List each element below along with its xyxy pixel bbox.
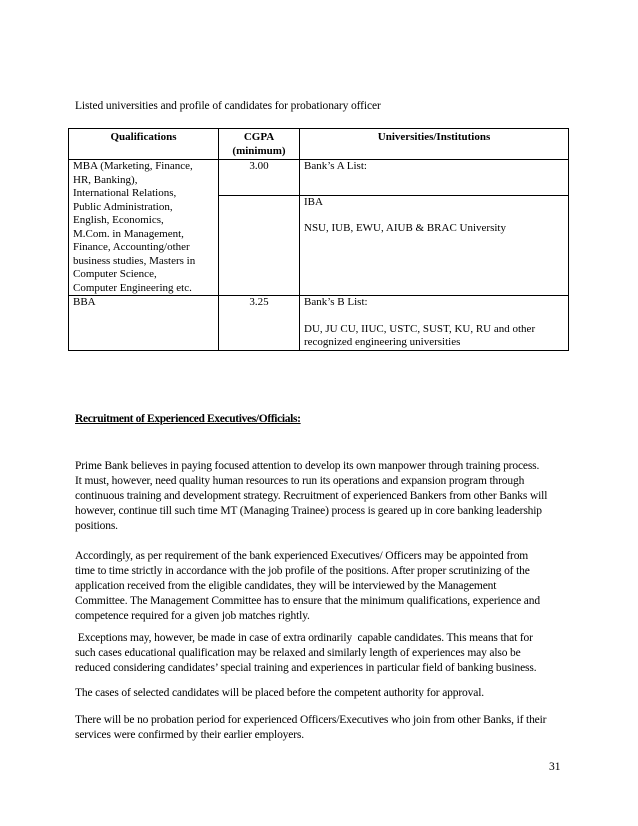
qualification-line: MBA (Marketing, Finance,: [73, 160, 193, 172]
paragraph: [75, 686, 575, 701]
header-universities: [300, 129, 569, 160]
paragraph-line: Accordingly, as per requirement of the bank experienced Executives/ Officers may be appointed from: [75, 550, 529, 562]
qualification-line: HR, Banking),: [73, 173, 138, 186]
qualification-line: English, Economics,: [73, 214, 164, 226]
qualification-cell: [69, 160, 219, 296]
institutions-cell: [300, 195, 569, 295]
paragraph: [75, 631, 575, 676]
qualification-line: Finance, Accounting/other: [73, 241, 190, 253]
paragraph-line: application received from the eligible candidates, they will be interviewed by the Management: [75, 580, 497, 592]
header-cgpa-label: CGPA: [243, 131, 275, 143]
cgpa-cell: 3.00: [219, 160, 300, 196]
qualification-line: Public Administration,: [73, 200, 173, 213]
table-row: [69, 296, 569, 351]
institutions-line: DU, JU CU, IIUC, USTC, SUST, KU, RU and other: [304, 322, 536, 335]
qualification-cell: BBA: [69, 296, 219, 351]
paragraph-line: Exceptions may, however, be made in case of extra ordinarily capable candidates. This means that for: [75, 632, 533, 644]
table-header-row: [69, 129, 569, 160]
cgpa-empty-cell: [219, 195, 300, 295]
qualifications-table: [68, 128, 569, 351]
paragraph-line: There will be no probation period for experienced Officers/Executives who join from other Banks, if their: [75, 714, 547, 726]
header-cgpa-sublabel: (minimum): [232, 144, 286, 157]
paragraph-line: time to time strictly in accordance with the job profile of the positions. After proper scrutinizing of the: [75, 565, 530, 577]
table-row: [69, 160, 569, 196]
paragraph: [75, 549, 575, 624]
page-number: 31: [549, 761, 561, 773]
paragraph-line: Committee. The Management Committee has to ensure that the minimum qualifications, experience and: [75, 595, 540, 607]
header-universities-label: Universities/Institutions: [377, 131, 491, 143]
list-label: Bank’s B List:: [304, 296, 368, 308]
header-cgpa: [219, 129, 300, 160]
institutions-cell: [300, 296, 569, 351]
list-label-cell: Bank’s A List:: [300, 160, 569, 196]
institutions-line: NSU, IUB, EWU, AIUB & BRAC University: [304, 222, 506, 235]
cgpa-cell: 3.25: [219, 296, 300, 351]
header-qualifications-label: Qualifications: [110, 131, 177, 143]
table-intro: Listed universities and profile of candidates for probationary officer: [75, 100, 381, 112]
qualification-line: Computer Engineering etc.: [73, 281, 192, 294]
paragraph-line: such cases educational qualification may be relaxed and similarly length of experiences may also be: [75, 647, 521, 659]
paragraph: [75, 713, 575, 743]
paragraph-line: however, continue till such time MT (Managing Trainee) process is geared up in core banking leadership: [75, 505, 542, 517]
qualification-line: M.Com. in Management,: [73, 227, 184, 240]
institutions-line: IBA: [304, 195, 323, 208]
paragraph-line: reduced considering candidates’ special training and experiences in particular field of banking business.: [75, 662, 537, 674]
qualification-line: International Relations,: [73, 187, 177, 199]
paragraph-line: competence required for a given job matches rightly.: [75, 610, 310, 622]
paragraph-line: positions.: [75, 520, 118, 532]
paragraph-line: services were confirmed by their earlier employers.: [75, 729, 304, 741]
paragraph-line: continuous training and development strategy. Recruitment of experienced Bankers from other Banks will: [75, 490, 548, 502]
section-heading: Recruitment of Experienced Executives/Officials:: [75, 413, 301, 425]
paragraph: [75, 459, 575, 534]
institutions-line: recognized engineering universities: [304, 336, 461, 348]
paragraph-line: The cases of selected candidates will be placed before the competent authority for approval.: [75, 687, 484, 699]
paragraph-line: It must, however, need quality human resources to run its operations and expansion program through: [75, 475, 525, 487]
header-qualifications: [69, 129, 219, 160]
qualification-line: Computer Science,: [73, 268, 157, 280]
qualification-line: business studies, Masters in: [73, 254, 196, 267]
paragraph-line: Prime Bank believes in paying focused attention to develop its own manpower through training process.: [75, 460, 540, 472]
